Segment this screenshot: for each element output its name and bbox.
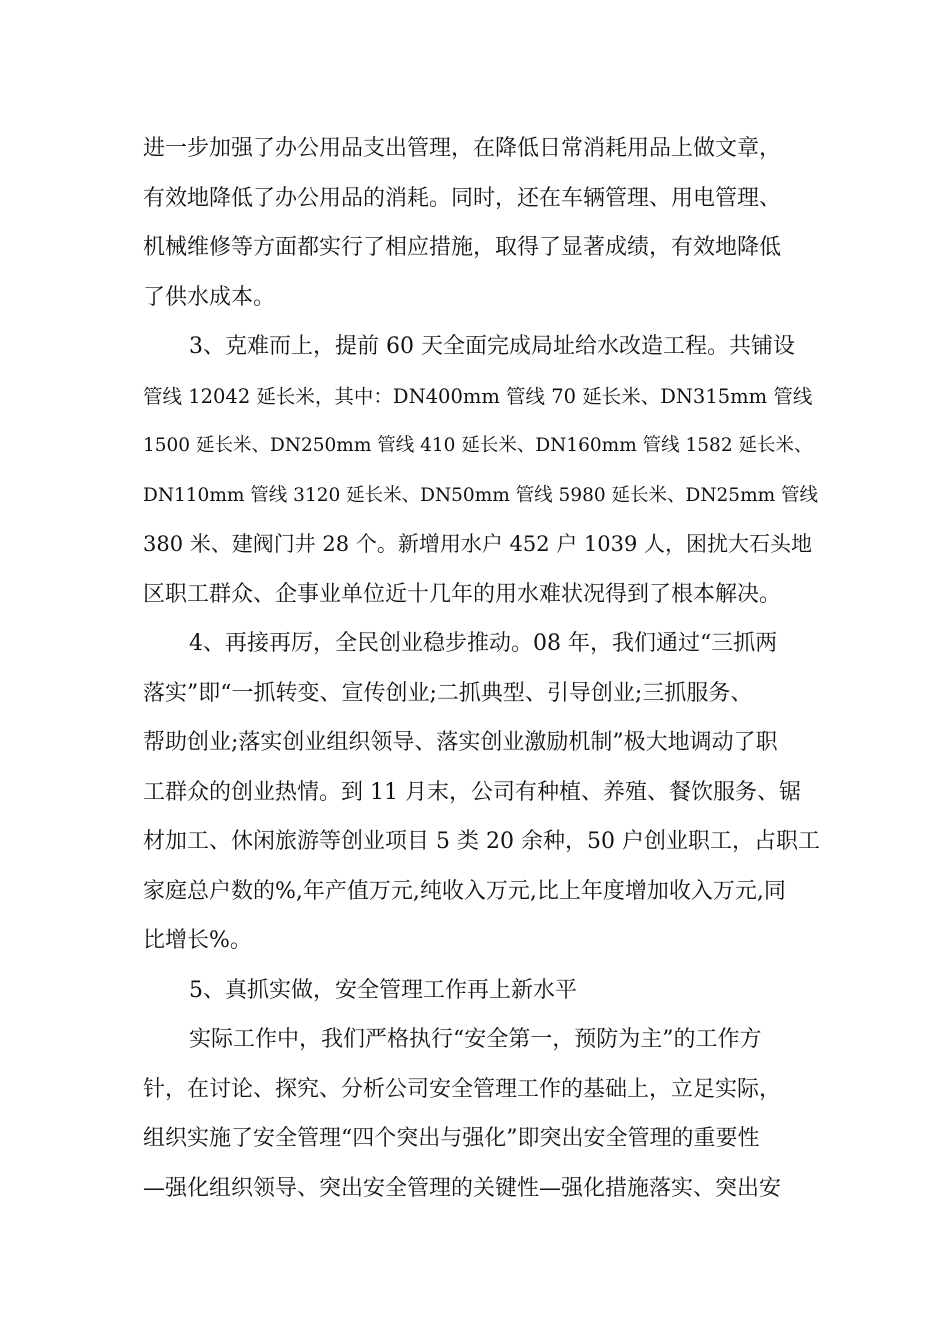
text-line: 进一步加强了办公用品支出管理，在降低日常消耗用品上做文章， xyxy=(143,136,782,161)
text-line: 有效地降低了办公用品的消耗。同时，还在车辆管理、用电管理、 xyxy=(143,185,782,211)
text-line: 机械维修等方面都实行了相应措施，取得了显著成绩，有效地降低 xyxy=(143,235,782,260)
text-line: 工群众的创业热情。到 11 月末，公司有种植、养殖、餐饮服务、锯 xyxy=(143,779,801,805)
text-line: 材加工、休闲旅游等创业项目 5 类 20 余种，50 户创业职工，占职工 xyxy=(143,829,820,854)
text-line: 针，在讨论、探究、分析公司安全管理工作的基础上，立足实际， xyxy=(143,1076,782,1102)
text-line: DN110mm 管线 3120 延长米、DN50mm 管线 5980 延长米、DN25mm 管线 xyxy=(143,484,819,506)
text-line: 家庭总户数的%,年产值万元,纯收入万元,比上年度增加收入万元,同 xyxy=(143,878,786,904)
text-line: 1500 延长米、DN250mm 管线 410 延长米、DN160mm 管线 1582 延长米、 xyxy=(143,435,813,456)
text-line: 区职工群众、企事业单位近十几年的用水难状况得到了根本解决。 xyxy=(143,581,782,607)
text-line: —强化组织领导、突出安全管理的关键性—强化措施落实、突出安 xyxy=(143,1175,782,1201)
document-body xyxy=(143,124,823,1213)
text-line: 管线 12042 延长米，其中：DN400mm 管线 70 延长米、DN315mm 管线 xyxy=(143,384,813,408)
text-line: 380 米、建阀门井 28 个。新增用水户 452 户 1039 人，困扰大石头地 xyxy=(143,532,813,556)
text-line: 组织实施了安全管理“四个突出与强化”即突出安全管理的重要性 xyxy=(143,1126,760,1151)
text-line: 了供水成本。 xyxy=(143,284,276,310)
paragraph-first-line: 3、克难而上，提前 60 天全面完成局址给水改造工程。共铺设 xyxy=(189,334,795,359)
text-line: 比增长%。 xyxy=(143,928,252,953)
text-line: 帮助创业;落实创业组织领导、落实创业激励机制”极大地调动了职 xyxy=(143,730,778,755)
section-heading: 5、真抓实做，安全管理工作再上新水平 xyxy=(189,977,577,1003)
paragraph-first-line: 4、再接再厉，全民创业稳步推动。08 年，我们通过“三抓两 xyxy=(189,631,778,656)
paragraph-first-line: 实际工作中，我们严格执行“安全第一，预防为主”的工作方 xyxy=(189,1027,762,1052)
text-line: 落实”即“一抓转变、宣传创业;二抓典型、引导创业;三抓服务、 xyxy=(143,680,753,706)
